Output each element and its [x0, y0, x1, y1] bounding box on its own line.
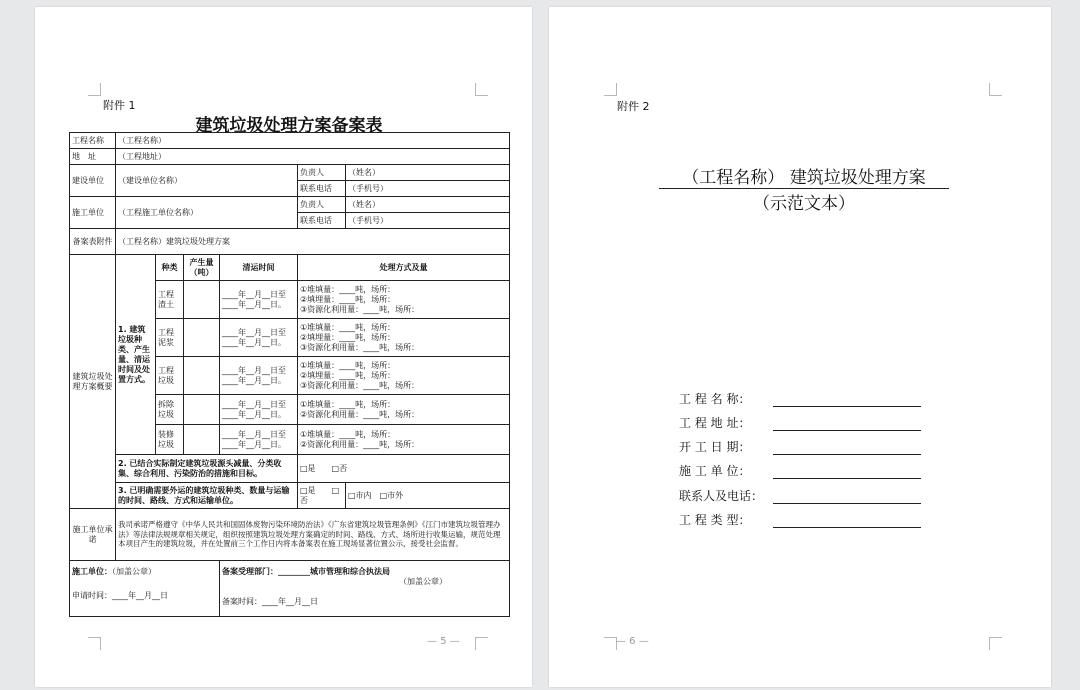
contractor-value: （工程施工单位名称） [116, 197, 298, 229]
amount-cell [184, 357, 220, 395]
page-title: 建筑垃圾处理方案备案表 [195, 116, 383, 136]
item2-label: 2. 已结合实际制定建筑垃圾源头减量、分类收集、综合利用、污染防治的措施和目标。 [116, 455, 298, 483]
blank-line[interactable] [773, 394, 921, 407]
method-cell: ①堆填量：____吨，场所： ②资源化利用量：____吨，场所： [298, 395, 510, 425]
phone-label: 联系电话 [298, 181, 346, 197]
promise-label: 施工单位承 诺 [70, 509, 116, 561]
page-number: — 6 — [616, 636, 649, 647]
document-page-2 [549, 7, 1051, 687]
corner-mark [989, 83, 1002, 96]
item3-location-option[interactable]: □市内 □市外 [346, 483, 510, 509]
project-name-label: 工程名称 [70, 133, 116, 149]
phone-label: 联系电话 [298, 213, 346, 229]
person-value: （姓名） [346, 197, 510, 213]
item1-label: 1. 建筑垃圾种类、产生量、清运时间及处置方式。 [116, 255, 156, 455]
corner-mark [88, 637, 101, 650]
field-contact: 联系人及电话： [679, 487, 921, 504]
blank-line[interactable] [773, 491, 921, 504]
clear-time: ____年__月__日至 ____年__月__日。 [220, 425, 298, 455]
blank-line[interactable] [773, 442, 921, 455]
attachment-value: （工程名称）建筑垃圾处理方案 [116, 229, 510, 255]
person-value: （姓名） [346, 165, 510, 181]
address-value: （工程地址） [116, 149, 510, 165]
field-project-type: 工 程 类 型： [679, 511, 921, 528]
builder-label: 建设单位 [70, 165, 116, 197]
waste-type: 装修垃圾 [156, 425, 184, 455]
amount-cell [184, 281, 220, 319]
field-start-date: 开 工 日 期： [679, 438, 921, 455]
method-cell: ①堆填量：____吨，场所： ②填埋量：____吨，场所： ③资源化利用量：____吨，场所： [298, 357, 510, 395]
head-amount: 产生量（吨） [184, 255, 220, 281]
page-number: — 5 — [427, 636, 460, 647]
item3-label: 3. 已明确需要外运的建筑垃圾种类、数量与运输的时间、路线、方式和运输单位。 [116, 483, 298, 509]
contractor-label: 施工单位 [70, 197, 116, 229]
corner-mark [475, 83, 488, 96]
corner-mark [989, 637, 1002, 650]
annex-label: 附件 1 [103, 99, 136, 112]
builder-value: （建设单位名称） [116, 165, 298, 197]
clear-time: ____年__月__日至 ____年__月__日。 [220, 319, 298, 357]
method-cell: ①堆填量：____吨，场所： ②填埋量：____吨，场所： ③资源化利用量：____吨，场所： [298, 281, 510, 319]
document-page-1 [35, 7, 532, 687]
waste-type: 拆除垃圾 [156, 395, 184, 425]
amount-cell [184, 425, 220, 455]
method-cell: ①堆填量：____吨，场所： ②填埋量：____吨，场所： ③资源化利用量：____吨，场所： [298, 319, 510, 357]
clear-time: ____年__月__日至 ____年__月__日。 [220, 281, 298, 319]
amount-cell [184, 395, 220, 425]
address-label: 地 址 [70, 149, 116, 165]
promise-text: 我司承诺严格遵守《中华人民共和国固体废物污染环境防治法》《广东省建筑垃圾管理条例》《江门市建筑垃圾管理办法》等法律法规规章相关规定，组织按照建筑垃圾处理方案确定的时间、路线、方式、场所进行收集运输，规范处理本项目产生的建筑垃圾，并在处置前三个工作日内将本备案表在施工现场显著位置公示，接受社会监督。 [116, 509, 510, 561]
head-type: 种类 [156, 255, 184, 281]
overview-label: 建筑垃圾处理方案概要 [70, 255, 116, 509]
person-label: 负责人 [298, 197, 346, 213]
clear-time: ____年__月__日至 ____年__月__日。 [220, 357, 298, 395]
waste-type: 工程泥浆 [156, 319, 184, 357]
amount-cell [184, 319, 220, 357]
method-cell: ①堆填量：____吨，场所： ②资源化利用量：____吨，场所： [298, 425, 510, 455]
person-label: 负责人 [298, 165, 346, 181]
corner-mark [604, 83, 617, 96]
head-method: 处理方式及量 [298, 255, 510, 281]
doc-subtitle: （示范文本） [753, 194, 855, 214]
annex-label: 附件 2 [617, 100, 650, 113]
phone-value: （手机号） [346, 213, 510, 229]
field-project-name: 工 程 名 称： [679, 390, 921, 407]
filing-form-table [69, 132, 510, 617]
field-project-address: 工 程 地 址： [679, 414, 921, 431]
dept-sign-cell: 备案受理部门：________城市管理和综合执法局 （加盖公章） 备案时间：____年__月__日 [220, 561, 510, 617]
attachment-label: 备案表附件 [70, 229, 116, 255]
item2-options[interactable]: □是 □否 [298, 455, 510, 483]
contractor-sign-cell: 施工单位：（加盖公章） 申请时间：____年__月__日 [70, 561, 220, 617]
project-name-value: （工程名称） [116, 133, 510, 149]
blank-line[interactable] [773, 515, 921, 528]
corner-mark [475, 637, 488, 650]
clear-time: ____年__月__日至 ____年__月__日。 [220, 395, 298, 425]
blank-line[interactable] [773, 466, 921, 479]
waste-type: 工程垃圾 [156, 357, 184, 395]
blank-line[interactable] [773, 418, 921, 431]
doc-title: （工程名称） 建筑垃圾处理方案 [659, 163, 949, 189]
waste-type: 工程渣土 [156, 281, 184, 319]
field-contractor: 施 工 单 位： [679, 462, 921, 479]
corner-mark [88, 83, 101, 96]
item3-yes-option[interactable]: □是 □否 [298, 483, 346, 509]
phone-value: （手机号） [346, 181, 510, 197]
head-time: 清运时间 [220, 255, 298, 281]
